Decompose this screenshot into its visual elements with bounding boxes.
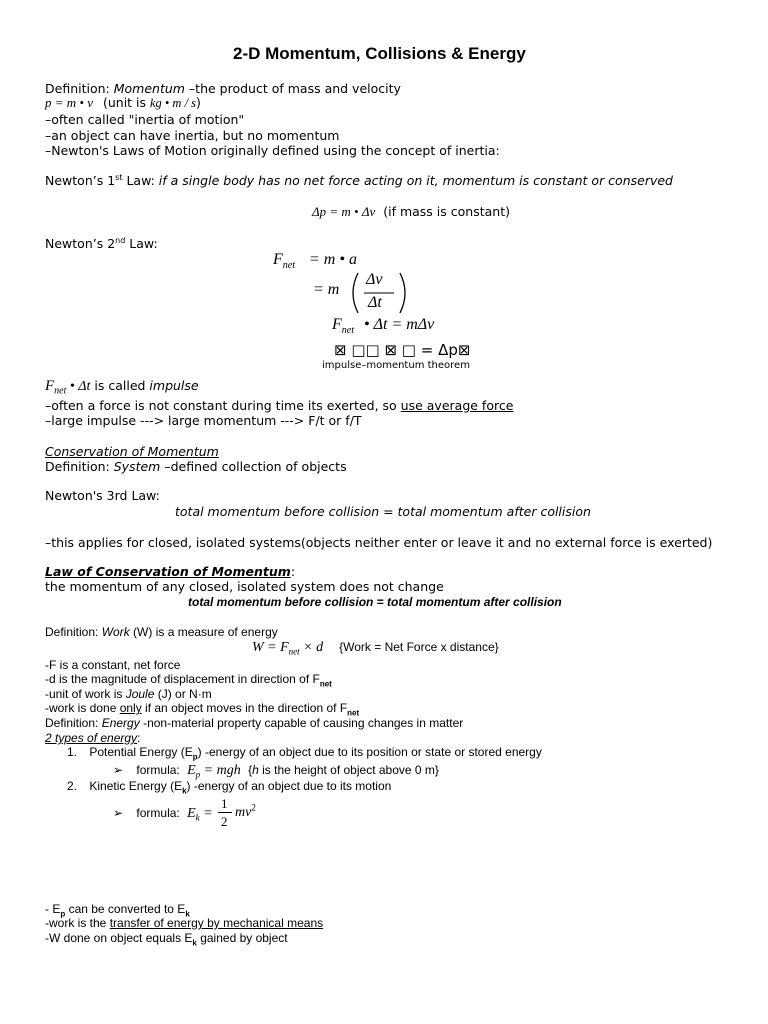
system-definition-text: –defined collection of objects xyxy=(160,459,347,474)
momentum-bullet: –an object can have inertia, but no momentum xyxy=(45,128,340,143)
work-bullet-3-text: -unit of work is xyxy=(45,687,126,701)
law-conservation-text: the momentum of any closed, isolated system does not change xyxy=(45,579,444,594)
energy-types-colon: : xyxy=(137,731,141,745)
pe-formula-sub: p xyxy=(195,769,201,780)
pe-formula-lhs: E xyxy=(187,763,196,778)
impulse-text: is called xyxy=(90,378,150,393)
pe-note-open: { xyxy=(248,763,253,777)
law1-equation-line xyxy=(312,204,510,219)
impulse-momentum-theorem: impulse–momentum theorem xyxy=(322,360,470,371)
pe-note-text: is the height of object above 0 m} xyxy=(258,763,439,777)
definition-label: Definition: xyxy=(45,625,102,639)
footer-bullet-1-text: - E xyxy=(45,902,61,916)
law-conservation-heading xyxy=(45,564,295,579)
eq1-rhs: = m • a xyxy=(309,251,357,268)
footer-bullet-3-sub: k xyxy=(192,938,197,948)
law2-equation-1 xyxy=(273,250,357,270)
kinetic-energy-item xyxy=(67,779,392,796)
system-term: System xyxy=(113,459,161,474)
list-number: 1. xyxy=(67,745,78,759)
ke-formula-rhs-line xyxy=(235,802,256,821)
momentum-definition-text: –the product of mass and velocity xyxy=(184,81,401,96)
arrow-bullet-icon: ➢ xyxy=(113,763,124,777)
system-definition xyxy=(45,459,347,474)
law2-equation-3 xyxy=(332,315,434,335)
unit-suffix: ) xyxy=(196,95,201,110)
work-bullet xyxy=(45,672,332,689)
energy-definition-text: -non-material property capable of causing changes in matter xyxy=(139,716,464,730)
ke-formula-lhs: E xyxy=(187,806,196,821)
work-bullet xyxy=(45,701,360,718)
ke-fraction-numerator: 1 xyxy=(221,796,228,811)
newton-third-law: Newton's 3rd Law: xyxy=(45,488,160,503)
work-bullet-4-underlined: only xyxy=(119,701,142,715)
momentum-definition xyxy=(45,81,401,96)
energy-definition xyxy=(45,716,463,730)
potential-energy-item xyxy=(67,745,542,762)
impulse-dt: • Δt xyxy=(66,379,91,394)
impulse-bullet-1-text: –often a force is not constant during time its exerted, so xyxy=(45,398,401,413)
law1-note: (if mass is constant) xyxy=(383,204,510,219)
impulse-bullet-2: –large impulse ---> large momentum ---> F/t or f/T xyxy=(45,413,362,428)
work-term: Work xyxy=(101,625,130,639)
law1-mid: Law: xyxy=(122,173,159,188)
unit-value: kg • m / s xyxy=(150,96,197,110)
list-number: 2. xyxy=(67,779,78,793)
pe-text: ) -energy of an object due to its position or state or stored energy xyxy=(197,745,542,759)
eq2-lhs: = m xyxy=(313,281,340,298)
newton-second-law xyxy=(45,236,158,251)
definition-label: Definition: xyxy=(45,459,114,474)
impulse-term: impulse xyxy=(149,378,199,393)
eq2-numerator: Δv xyxy=(366,271,383,288)
law1-text: if a single body has no net force acting on it, momentum is constant or conserved xyxy=(158,173,673,188)
formula-label: formula: xyxy=(136,763,180,777)
eq1-lhs: F xyxy=(273,251,283,268)
work-eq-lhs: W = F xyxy=(252,640,289,655)
momentum-bullet: –often called "inertia of motion" xyxy=(45,112,245,127)
ke-sub: k xyxy=(182,786,187,796)
work-definition xyxy=(45,624,278,640)
momentum-bullet: –Newton's Laws of Motion originally defined using the concept of inertia: xyxy=(45,143,500,158)
footer-bullet xyxy=(45,902,190,919)
work-equation-line xyxy=(252,638,499,657)
unit-prefix: (unit is xyxy=(102,95,150,110)
ke-formula-label-line xyxy=(113,805,213,822)
footer-bullet-1-sub: p xyxy=(60,909,66,919)
work-eq-rhs: × d xyxy=(299,640,324,655)
potential-energy-formula xyxy=(113,762,439,779)
eq2-denominator: Δt xyxy=(368,294,382,311)
footer-bullet-2-text: -work is the xyxy=(45,916,110,930)
page-title: 2-D Momentum, Collisions & Energy xyxy=(233,44,526,63)
law2-equation-4: ⊠ □□ ⊠ □ = Δp⊠ xyxy=(334,341,471,359)
pe-sub: p xyxy=(192,752,198,762)
law2-sup: nd xyxy=(115,235,126,245)
eq3-rhs: • Δt = mΔv xyxy=(364,316,435,333)
law-conservation-colon: : xyxy=(290,564,296,579)
joule-term: Joule xyxy=(125,687,155,701)
momentum-formula: p = m • v xyxy=(45,95,93,110)
work-bullet-2-sub: net xyxy=(319,679,332,689)
eq3-sub: net xyxy=(341,325,354,337)
pe-label: Potential Energy (E xyxy=(89,745,193,759)
work-bullet-4-sub: net xyxy=(347,708,360,718)
ke-text: ) -energy of an object due to its motion xyxy=(186,779,392,793)
law-conservation-bold: total momentum before collision = total momentum after collision xyxy=(188,595,562,609)
law2-label: Newton’s 2 xyxy=(45,236,116,251)
energy-types-heading xyxy=(45,731,140,745)
impulse-sub: net xyxy=(54,385,67,397)
footer-bullet xyxy=(45,916,323,930)
law1-equation: Δp = m • Δv xyxy=(312,204,376,219)
law-conservation-title: Law of Conservation of Momentum xyxy=(45,564,291,579)
pe-note-h: h xyxy=(252,763,259,777)
momentum-term: Momentum xyxy=(113,81,185,96)
footer-bullet-1-mid: can be converted to E xyxy=(65,902,186,916)
formula-label: formula: xyxy=(136,806,180,820)
footer-bullet-3-rest: gained by object xyxy=(196,931,288,945)
ke-fraction-denominator: 2 xyxy=(221,814,228,829)
definition-label: Definition: xyxy=(45,81,114,96)
work-bullet-3-rest: (J) or N·m xyxy=(154,687,212,701)
energy-term: Energy xyxy=(101,716,140,730)
footer-bullet xyxy=(45,931,288,948)
ke-label: Kinetic Energy (E xyxy=(89,779,183,793)
footer-bullet-3-text: -W done on object equals E xyxy=(45,931,193,945)
impulse-bullet-1-underlined: use average force xyxy=(400,398,514,413)
eq3-lhs: F xyxy=(332,316,342,333)
work-bullet-4-rest: if an object moves in the direction of F xyxy=(141,701,348,715)
work-bullet xyxy=(45,687,212,701)
work-bullet-4-text: -work is done xyxy=(45,701,120,715)
eq1-sub: net xyxy=(282,260,295,272)
work-eq-sub: net xyxy=(288,646,300,657)
law2-equation-2 xyxy=(313,280,339,300)
law2-suffix: Law: xyxy=(125,236,158,251)
law1-label: Newton’s 1 xyxy=(45,173,116,188)
work-bullet-2-text: -d is the magnitude of displacement in direction of F xyxy=(45,672,320,686)
footer-bullet-1-sub2: k xyxy=(185,909,190,919)
arrow-bullet-icon: ➢ xyxy=(113,806,124,820)
energy-types-title: 2 types of energy xyxy=(45,731,138,745)
impulse-line xyxy=(45,377,199,396)
law1-sup: st xyxy=(115,172,123,182)
ke-formula-sub: k xyxy=(195,812,200,823)
footer-bullet-2-underlined: transfer of energy by mechanical means xyxy=(109,916,324,930)
definition-label: Definition: xyxy=(45,716,102,730)
impulse-f: F xyxy=(45,378,55,394)
work-bullet: -F is a constant, net force xyxy=(45,658,181,672)
ke-formula-sup: 2 xyxy=(251,802,256,813)
ke-formula-rhs: mv xyxy=(235,805,252,820)
impulse-bullet-1 xyxy=(45,398,513,413)
pe-formula-rhs: = mgh xyxy=(200,763,241,778)
ke-fraction-bar xyxy=(218,812,232,813)
newton-third-law-text: total momentum before collision = total momentum after collision xyxy=(175,504,591,519)
work-eq-note: {Work = Net Force x distance} xyxy=(339,640,499,654)
closed-system-note: –this applies for closed, isolated systems(objects neither enter or leave it and no external force is exerted) xyxy=(45,535,713,550)
work-definition-text: (W) is a measure of energy xyxy=(129,625,278,639)
momentum-formula-line xyxy=(45,95,201,111)
ke-formula-eq: = xyxy=(199,806,213,821)
newton-first-law xyxy=(45,173,673,188)
conservation-heading: Conservation of Momentum xyxy=(45,444,219,459)
